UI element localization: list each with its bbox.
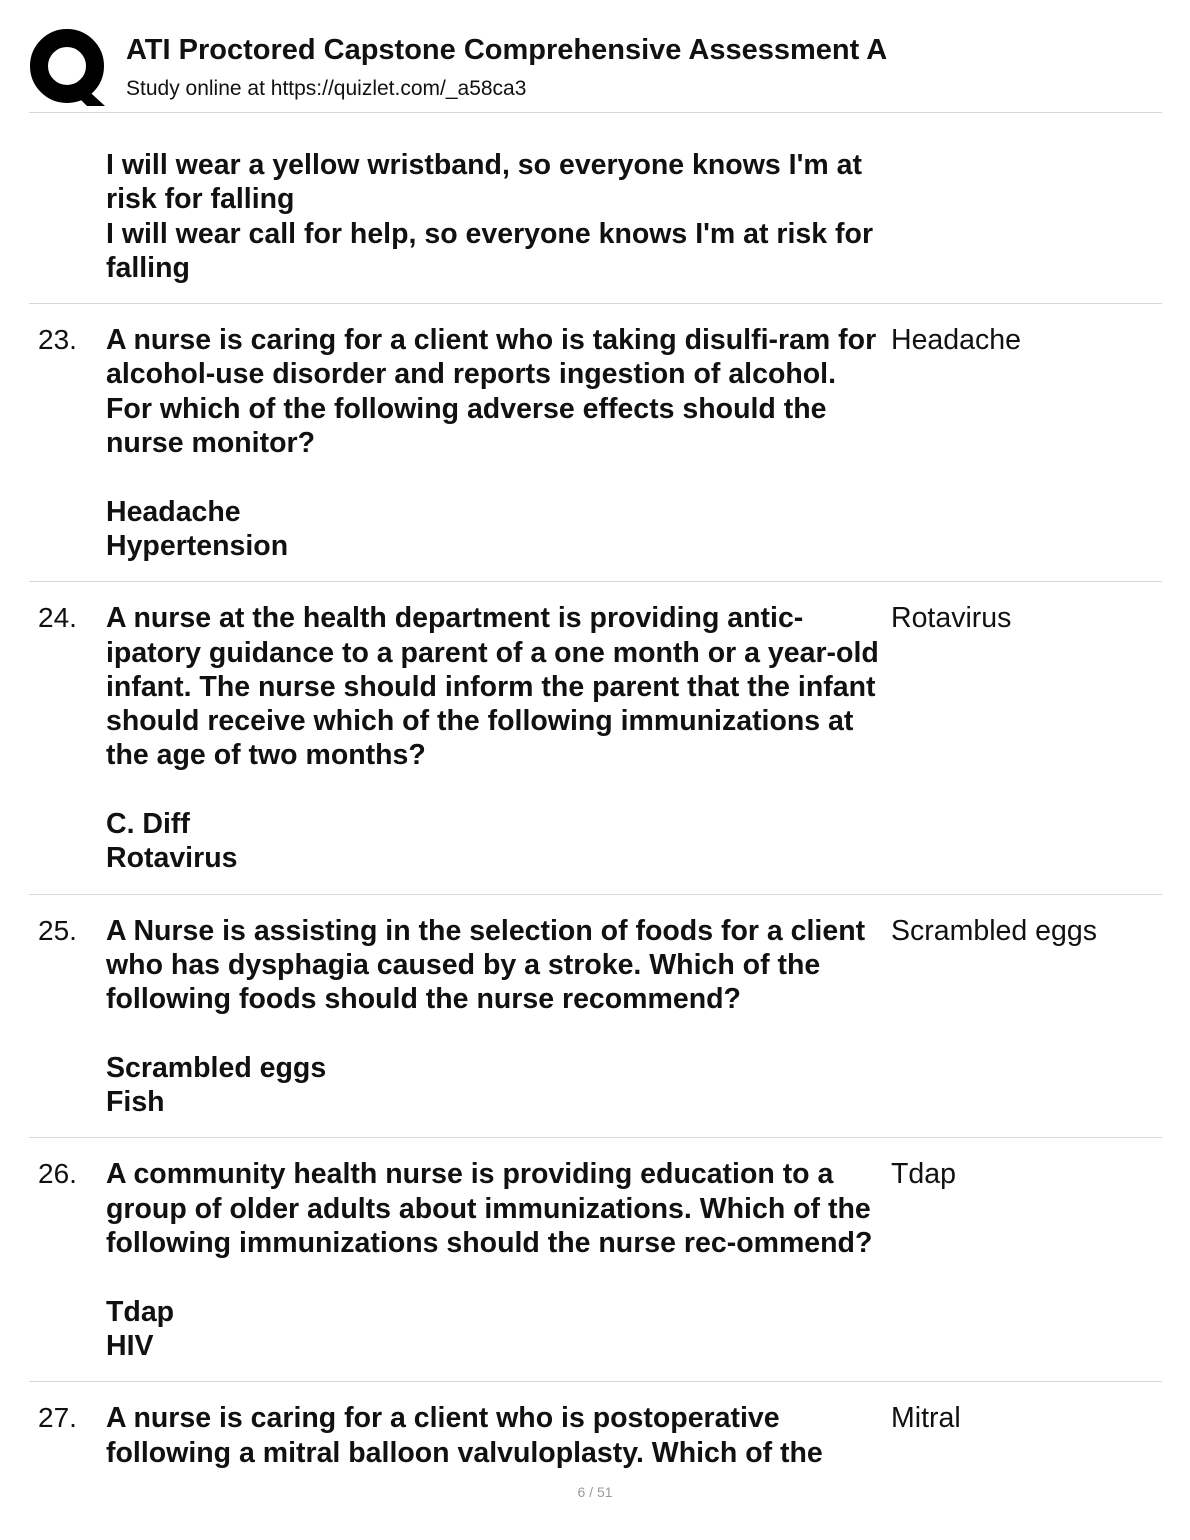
question-number: 25. — [38, 914, 77, 946]
study-link[interactable]: Study online at https://quizlet.com/_a58ca3 — [126, 77, 527, 100]
question-text: A nurse is caring for a client who is postoperative following a mitral balloon valvuloplasty. Which of the — [106, 1402, 823, 1469]
document-title: ATI Proctored Capstone Comprehensive Assessment A — [126, 34, 888, 66]
question-text: A Nurse is assisting in the selection of foods for a client who has dysphagia caused by a stroke. Which of the following foods should the nurse recommend? Scrambled eggs Fish — [106, 914, 866, 1119]
flashcard — [29, 1382, 1162, 1488]
page-number: 6 / 51 — [577, 1484, 613, 1500]
page-header — [29, 28, 1162, 113]
question-text: A nurse at the health department is providing antic-ipatory guidance to a parent of a one month or a year-old infant. The nurse should inform the parent that the infant should receive which of the following immunizations at the age of two months? C. Diff Rotavirus — [106, 602, 879, 875]
flashcard-list — [29, 113, 1162, 1488]
flashcard — [29, 113, 1162, 304]
question-number: 26. — [38, 1158, 77, 1190]
question-text: A nurse is caring for a client who is taking disulfi-ram for alcohol-use disorder and reports ingestion of alcohol. For which of the following adverse effects should the nurse monitor? Headache Hypertension — [106, 324, 877, 562]
answer-text: Mitral — [891, 1402, 961, 1435]
question-text: I will wear a yellow wristband, so everyone knows I'm at risk for falling I will wear call for help, so everyone knows I'm at risk for falling — [106, 149, 874, 284]
answer-text: Rotavirus — [891, 602, 1012, 635]
answer-text: Tdap — [891, 1158, 956, 1191]
question-number: 23. — [38, 324, 77, 356]
flashcard — [29, 582, 1162, 894]
question-text: A community health nurse is providing education to a group of older adults about immunizations. Which of the following immunizations should the nurse rec-ommend? Tdap HIV — [106, 1158, 873, 1362]
question-number: 27. — [38, 1402, 77, 1434]
flashcard — [29, 895, 1162, 1139]
flashcard — [29, 304, 1162, 582]
quizlet-q-icon — [29, 28, 109, 108]
question-number: 24. — [38, 602, 77, 634]
answer-text: Headache — [891, 324, 1021, 357]
flashcard — [29, 1138, 1162, 1382]
answer-text: Scrambled eggs — [891, 914, 1097, 947]
